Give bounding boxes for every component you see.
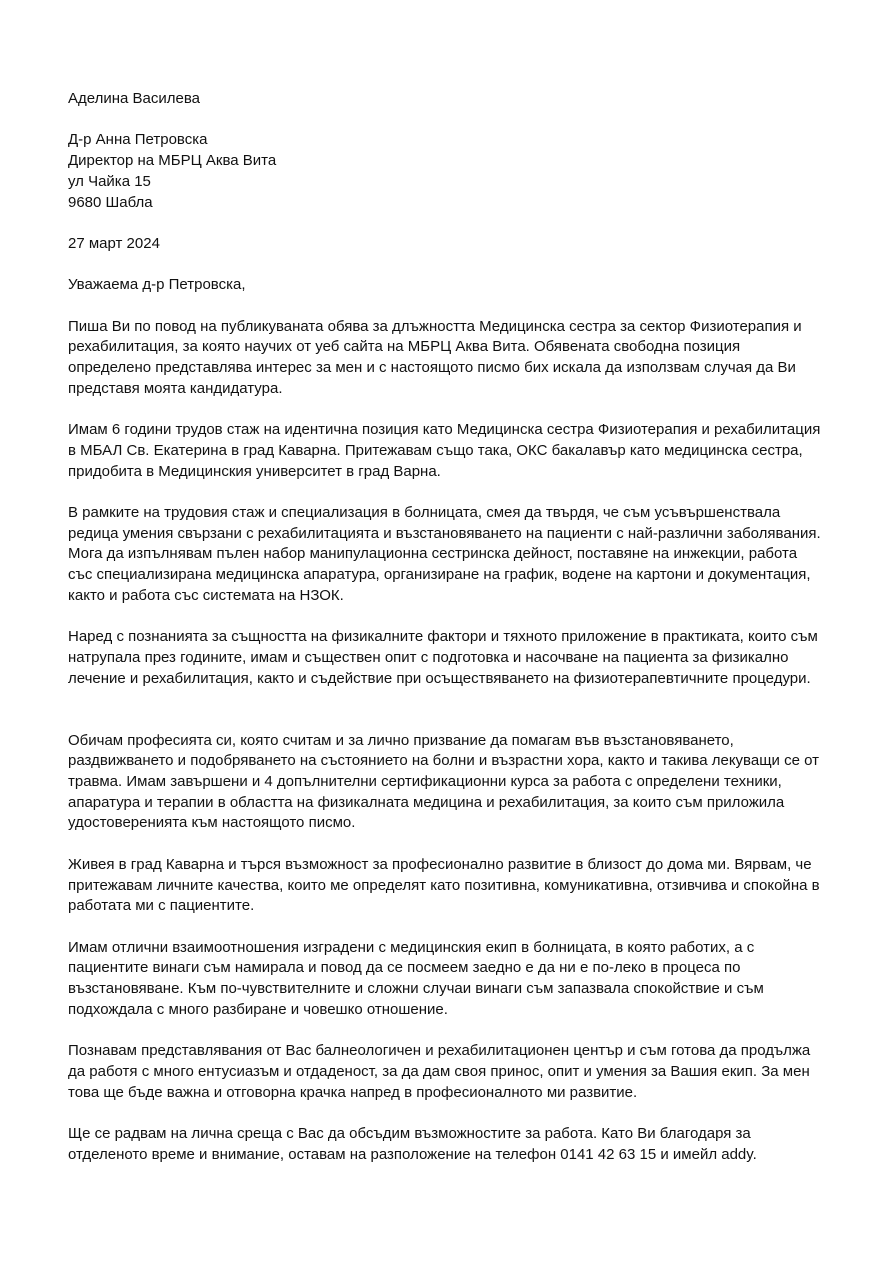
paragraph-line: определено представлява интерес за мен и с настоящото писмо бих искала да използвам случая да Ви [68, 359, 796, 377]
paragraph-line: Мога да изпълнявам пълен набор манипулационна сестринска дейност, поставяне на инжекции, работа [68, 545, 798, 563]
paragraph-line: със специализирана медицинска апаратура, организиране на график, водене на картони и документация, [68, 566, 811, 584]
spacer [68, 482, 828, 503]
paragraph-line: В рамките на трудовия стаж и специализация в болницата, смея да твърдя, че съм усъвършенствала [68, 503, 781, 521]
paragraph-line: възстановяване. Към по-чувствителните и сложни случаи винаги съм запазвала спокойствие и съм [68, 980, 764, 998]
paragraph-line: притежавам личните качества, които ме определят като позитивна, комуникативна, отзивчива и спокойна в [68, 876, 820, 894]
spacer [68, 834, 828, 855]
paragraph-line: редица умения свързани с рехабилитацията и възстановяването на пациенти с най-различни заболявания. [68, 524, 821, 542]
paragraph-line: Имам отлични взаимоотношения изградени с медицинския екип в болницата, в която работих, а с [68, 938, 755, 956]
recipient-street: ул Чайка 15 [68, 172, 151, 190]
spacer [68, 917, 828, 938]
recipient-city: 9680 Шабла [68, 193, 153, 211]
spacer [68, 1020, 828, 1041]
paragraph-knowledge [68, 627, 828, 689]
paragraph-line: в МБАЛ Св. Екатерина в град Каварна. Притежавам също така, ОКС бакалавър като медицинска сестра, [68, 441, 803, 459]
paragraph-line: да работя с много ентусиазъм и отдаденост, за да дам своя принос, опит и умения за Вашия екип. За мен [68, 1062, 810, 1080]
paragraph-line: отделеното време и внимание, оставам на разположение на телефон 0141 42 63 15 и имейл addy. [68, 1145, 757, 1163]
paragraph-line: работата ми с пациентите. [68, 897, 255, 915]
paragraph-line: придобита в Медицинския университет в град Варна. [68, 462, 441, 480]
cover-letter [68, 89, 828, 1165]
paragraph-location [68, 855, 828, 917]
paragraph-line: рехабилитация, за която научих от уеб сайта на МБРЦ Аква Вита. Обявената свободна позиция [68, 338, 741, 356]
paragraph-line: Имам 6 години трудов стаж на идентична позиция като Медицинска сестра Физиотерапия и рехабилитация [68, 421, 821, 439]
spacer [68, 1103, 828, 1124]
paragraph-line: Познавам представлявания от Вас балнеологичен и рехабилитационен център и съм готова да продължа [68, 1042, 811, 1060]
paragraph-line: представя моята кандидатура. [68, 379, 283, 397]
paragraph-intro [68, 317, 828, 400]
paragraph-line: Обичам професията си, която считам и за лично призвание да помагам във възстановяването, [68, 731, 734, 749]
paragraph-closing [68, 1124, 828, 1165]
recipient-name: Д-р Анна Петровска [68, 131, 208, 149]
spacer [68, 255, 828, 276]
paragraph-line: пациентите винаги съм намирала и повод да се посмеем заедно е да ни е по-леко в процеса по [68, 959, 741, 977]
paragraph-skills [68, 503, 828, 607]
paragraph-line: както и работа със системата на НЗОК. [68, 586, 344, 604]
paragraph-line: това ще бъде важна и отговорна крачка напред в професионалното ми развитие. [68, 1083, 638, 1101]
recipient-title: Директор на МБРЦ Аква Вита [68, 152, 277, 170]
recipient-block [68, 130, 828, 213]
paragraph-line: Наред с познанията за същността на физикалните фактори и тяхното приложение в практиката, които съм [68, 628, 818, 646]
paragraph-line: лечение и рехабилитация, както и съдействие при осъществяването на физиотерапевтичните процедури. [68, 669, 811, 687]
spacer [68, 606, 828, 627]
paragraph-commitment [68, 1041, 828, 1103]
spacer [68, 110, 828, 131]
paragraph-relationships [68, 938, 828, 1021]
paragraph-line: Живея в град Каварна и търся възможност за професионално развитие в близост до дома ми. Вярвам, че [68, 855, 812, 873]
spacer [68, 213, 828, 234]
paragraph-line: натрупала през годините, имам и съществен опит с подготовка и насочване на пациента за физикално [68, 648, 789, 666]
paragraph-line: Ще се радвам на лична среща с Вас да обсъдим възможностите за работа. Като Ви благодаря за [68, 1124, 751, 1142]
salutation: Уважаема д-р Петровска, [68, 276, 246, 294]
paragraph-motivation [68, 731, 828, 835]
spacer [68, 399, 828, 420]
sender-name: Аделина Василева [68, 90, 200, 107]
paragraph-line: Пиша Ви по повод на публикуваната обява за длъжността Медицинска сестра за сектор Физиотерапия и [68, 317, 802, 335]
paragraph-line: раздвижването и подобряването на състоянието на болни и възрастни хора, както и такива лекуващи се от [68, 752, 819, 770]
paragraph-line: удостоверенията към настоящото писмо. [68, 814, 356, 832]
paragraph-line: апаратура и терапии в областта на физикалната медицина и рехабилитация, за които съм приложила [68, 793, 785, 811]
spacer [68, 296, 828, 317]
letter-date: 27 март 2024 [68, 234, 160, 252]
paragraph-line: подхождала с много разбиране и човешко отношение. [68, 1000, 448, 1018]
paragraph-line: травма. Имам завършени и 4 допълнителни сертификационни курса за работа с определени техники, [68, 773, 782, 791]
paragraph-experience [68, 420, 828, 482]
spacer [68, 689, 828, 730]
